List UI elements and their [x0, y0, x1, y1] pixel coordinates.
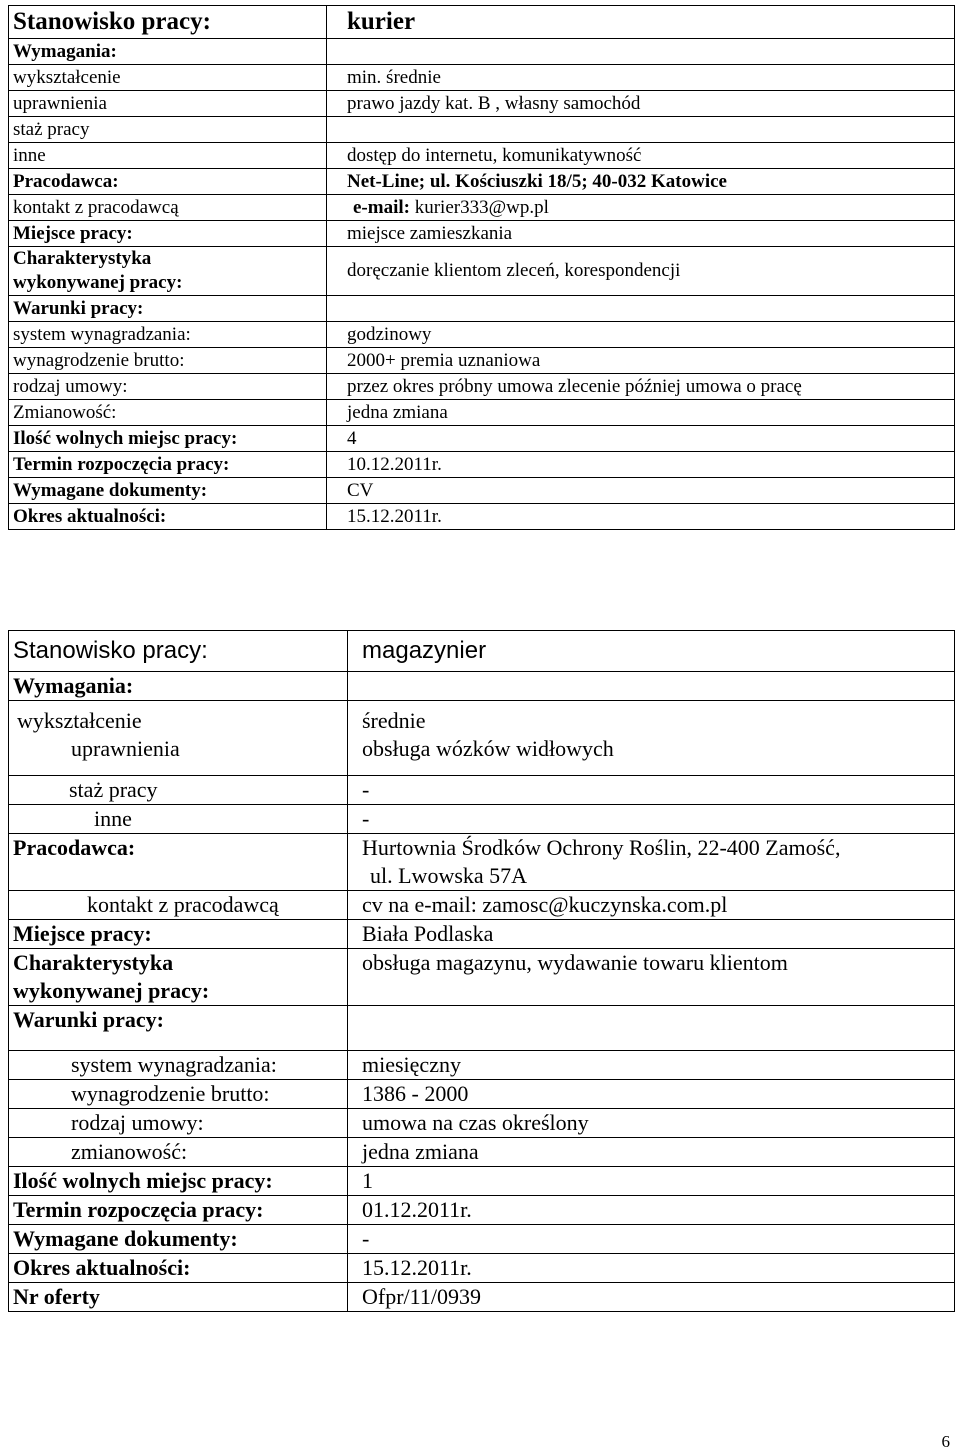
validity-value: 15.12.2011r.	[327, 504, 955, 530]
gross-pay-value: 1386 - 2000	[348, 1080, 955, 1109]
position-value: magazynier	[348, 631, 955, 672]
employer-line1: Hurtownia Środków Ochrony Roślin, 22-400 Zamość,	[362, 835, 841, 860]
gross-pay-label: wynagrodzenie brutto:	[9, 1080, 348, 1109]
characteristics-label	[9, 247, 327, 296]
vacancies-value: 4	[327, 426, 955, 452]
place-label: Miejsce pracy:	[9, 221, 327, 247]
conditions-value	[348, 1006, 955, 1051]
contact-label: kontakt z pracodawcą	[9, 891, 348, 920]
start-date-label: Termin rozpoczęcia pracy:	[9, 452, 327, 478]
offer-number-label: Nr oferty	[9, 1283, 348, 1312]
conditions-label: Warunki pracy:	[9, 296, 327, 322]
characteristics-label	[9, 949, 348, 1006]
place-value: Biała Podlaska	[348, 920, 955, 949]
position-label: Stanowisko pracy:	[9, 6, 327, 39]
permissions-value: prawo jazdy kat. B , własny samochód	[327, 91, 955, 117]
offer-number-value: Ofpr/11/0939	[348, 1283, 955, 1312]
requirements-label: Wymagania:	[9, 39, 327, 65]
vacancies-value: 1	[348, 1167, 955, 1196]
other-label: inne	[9, 143, 327, 169]
contract-label: rodzaj umowy:	[9, 1109, 348, 1138]
employer-value	[348, 834, 955, 891]
vacancies-label: Ilość wolnych miejsc pracy:	[9, 426, 327, 452]
contact-email: kurier333@wp.pl	[414, 197, 549, 218]
conditions-value	[327, 296, 955, 322]
validity-value: 15.12.2011r.	[348, 1254, 955, 1283]
shift-value: jedna zmiana	[327, 400, 955, 426]
education-value: min. średnie	[327, 65, 955, 91]
contract-value: umowa na czas określony	[348, 1109, 955, 1138]
education-label: wykształcenie	[9, 65, 327, 91]
validity-label: Okres aktualności:	[9, 504, 327, 530]
shift-label: Zmianowość:	[9, 400, 327, 426]
place-value: miejsce zamieszkania	[327, 221, 955, 247]
pay-system-value: godzinowy	[327, 322, 955, 348]
pay-system-label: system wynagradzania:	[9, 322, 327, 348]
experience-value: -	[348, 776, 955, 805]
permissions-label: uprawnienia	[9, 91, 327, 117]
experience-label: staż pracy	[9, 776, 348, 805]
position-label: Stanowisko pracy:	[9, 631, 348, 672]
contact-prefix: e-mail:	[353, 197, 410, 218]
contract-label: rodzaj umowy:	[9, 374, 327, 400]
job-offer-courier	[8, 5, 955, 530]
characteristics-label-line2: wykonywanej pracy:	[13, 978, 210, 1003]
validity-label: Okres aktualności:	[9, 1254, 348, 1283]
position-value: kurier	[327, 6, 955, 39]
characteristics-value: doręczanie klientom zleceń, korespondencji	[327, 247, 955, 296]
contract-value: przez okres próbny umowa zlecenie później umowa o pracę	[327, 374, 955, 400]
shift-label: zmianowość:	[9, 1138, 348, 1167]
other-label: inne	[9, 805, 348, 834]
contact-label: kontakt z pracodawcą	[9, 195, 327, 221]
contact-value	[327, 195, 955, 221]
education-label: wykształcenie	[17, 708, 142, 733]
education-value: średnie	[362, 708, 426, 733]
characteristics-label-line2: wykonywanej pracy:	[13, 272, 183, 293]
education-perm-label	[9, 701, 348, 776]
experience-label: staż pracy	[9, 117, 327, 143]
documents-label: Wymagane dokumenty:	[9, 1225, 348, 1254]
place-label: Miejsce pracy:	[9, 920, 348, 949]
employer-label: Pracodawca:	[9, 834, 348, 891]
employer-line2: ul. Lwowska 57A	[370, 863, 528, 888]
documents-value: -	[348, 1225, 955, 1254]
vacancies-label: Ilość wolnych miejsc pracy:	[9, 1167, 348, 1196]
job-offer-warehouseman	[8, 630, 955, 1312]
employer-value: Net-Line; ul. Kościuszki 18/5; 40-032 Katowice	[327, 169, 955, 195]
start-date-value: 10.12.2011r.	[327, 452, 955, 478]
education-perm-value	[348, 701, 955, 776]
shift-value: jedna zmiana	[348, 1138, 955, 1167]
characteristics-value: obsługa magazynu, wydawanie towaru klientom	[348, 949, 955, 1006]
documents-value: CV	[327, 478, 955, 504]
start-date-label: Termin rozpoczęcia pracy:	[9, 1196, 348, 1225]
gross-pay-label: wynagrodzenie brutto:	[9, 348, 327, 374]
characteristics-label-line1: Charakterystyka	[13, 950, 174, 975]
pay-system-value: miesięczny	[348, 1051, 955, 1080]
employer-label: Pracodawca:	[9, 169, 327, 195]
other-value: -	[348, 805, 955, 834]
requirements-label: Wymagania:	[9, 672, 348, 701]
other-value: dostęp do internetu, komunikatywność	[327, 143, 955, 169]
permissions-label: uprawnienia	[71, 736, 180, 761]
documents-label: Wymagane dokumenty:	[9, 478, 327, 504]
gross-pay-value: 2000+ premia uznaniowa	[327, 348, 955, 374]
conditions-label: Warunki pracy:	[9, 1006, 348, 1051]
pay-system-label: system wynagradzania:	[9, 1051, 348, 1080]
requirements-value	[327, 39, 955, 65]
experience-value	[327, 117, 955, 143]
characteristics-label-line1: Charakterystyka	[13, 248, 152, 269]
page-number: 6	[941, 1432, 950, 1451]
permissions-value: obsługa wózków widłowych	[362, 736, 614, 761]
start-date-value: 01.12.2011r.	[348, 1196, 955, 1225]
contact-value: cv na e-mail: zamosc@kuczynska.com.pl	[348, 891, 955, 920]
requirements-value	[348, 672, 955, 701]
